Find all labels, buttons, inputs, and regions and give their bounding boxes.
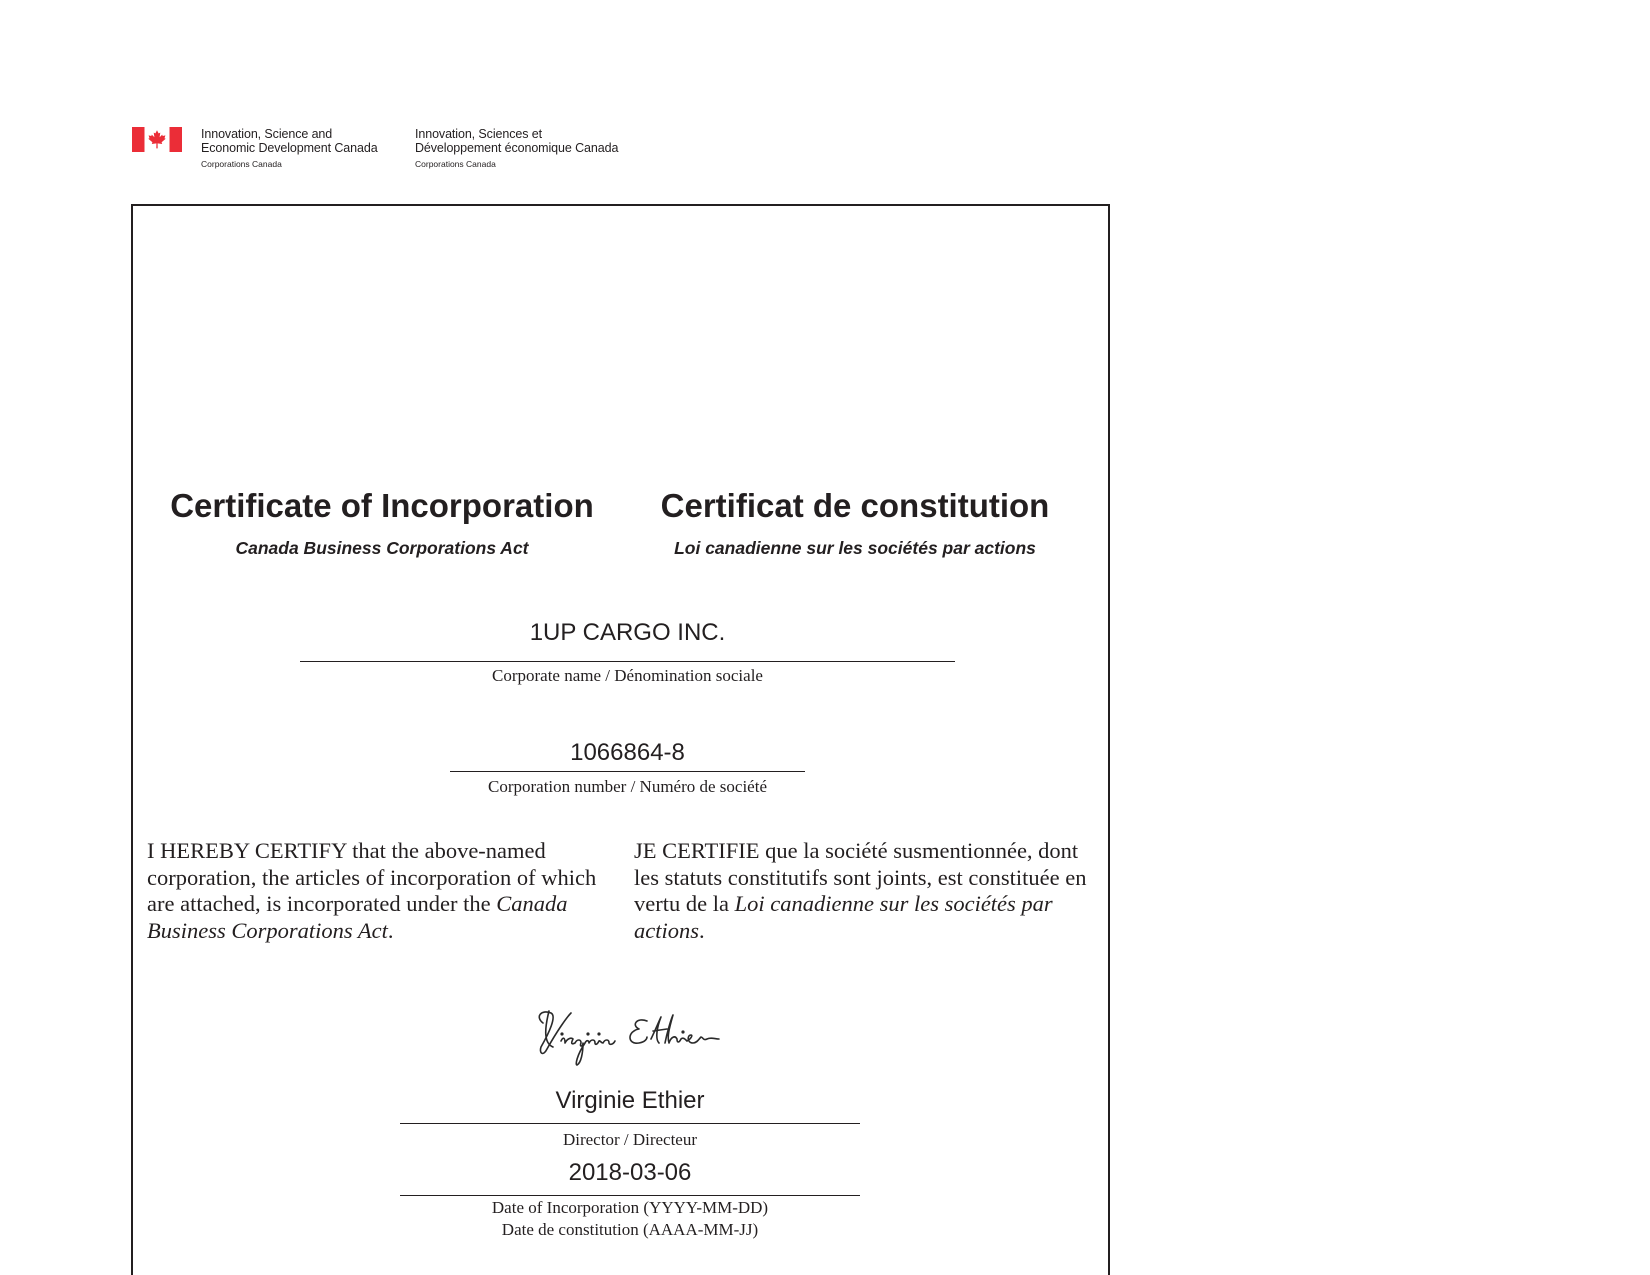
act-name-fr: Loi canadienne sur les sociétés par actions xyxy=(674,538,1036,558)
certification-statement-fr xyxy=(634,838,1104,944)
certification-suffix-fr: . xyxy=(699,917,705,943)
department-sub-fr: Corporations Canada xyxy=(415,159,496,169)
department-line-fr-2: Développement économique Canada xyxy=(415,141,619,155)
corporate-name-underline xyxy=(300,661,955,662)
department-sub-en: Corporations Canada xyxy=(201,159,282,169)
corporation-number-value: 1066864-8 xyxy=(570,739,685,766)
department-line-fr-1: Innovation, Sciences et xyxy=(415,127,542,141)
director-label: Director / Directeur xyxy=(562,1130,698,1149)
department-line-en-1: Innovation, Science and xyxy=(201,127,333,141)
act-name-en: Canada Business Corporations Act xyxy=(235,538,529,558)
department-line-en-2: Economic Development Canada xyxy=(201,141,378,155)
certificate-title-fr: Certificat de constitution xyxy=(660,487,1050,524)
corporate-name-value: 1UP CARGO INC. xyxy=(529,619,726,646)
incorporation-date-underline xyxy=(400,1195,860,1196)
incorporation-date-label-en: Date of Incorporation (YYYY-MM-DD) xyxy=(491,1198,769,1217)
certificate-title-en: Certificate of Incorporation xyxy=(170,487,594,524)
director-signature xyxy=(527,1003,727,1071)
director-underline xyxy=(400,1123,860,1124)
corporate-name-label: Corporate name / Dénomination sociale xyxy=(492,666,763,685)
incorporation-date-value: 2018-03-06 xyxy=(568,1159,692,1186)
certification-suffix-en: . xyxy=(387,917,394,943)
certification-act-en: Canada Business Corporations Act xyxy=(147,891,568,943)
department-name-fr xyxy=(415,127,618,170)
certification-statement-en xyxy=(147,838,617,944)
certification-act-fr: Loi canadienne sur les sociétés par actions xyxy=(634,891,1053,943)
department-name-en xyxy=(201,127,378,170)
canada-flag-icon xyxy=(132,127,182,152)
certification-text-en: I HEREBY CERTIFY that the above-named corporation, the articles of incorporation of which are attached, is incorporated under the xyxy=(147,838,597,916)
corporation-number-underline xyxy=(450,771,805,772)
certification-text-fr: JE CERTIFIE que la société susmentionnée, dont les statuts constitutifs sont joints, est constituée en vertu de la xyxy=(634,838,1087,916)
director-name-value: Virginie Ethier xyxy=(555,1087,705,1114)
corporation-number-label: Corporation number / Numéro de société xyxy=(487,777,767,796)
incorporation-date-label-fr: Date de constitution (AAAA-MM-JJ) xyxy=(501,1220,759,1239)
